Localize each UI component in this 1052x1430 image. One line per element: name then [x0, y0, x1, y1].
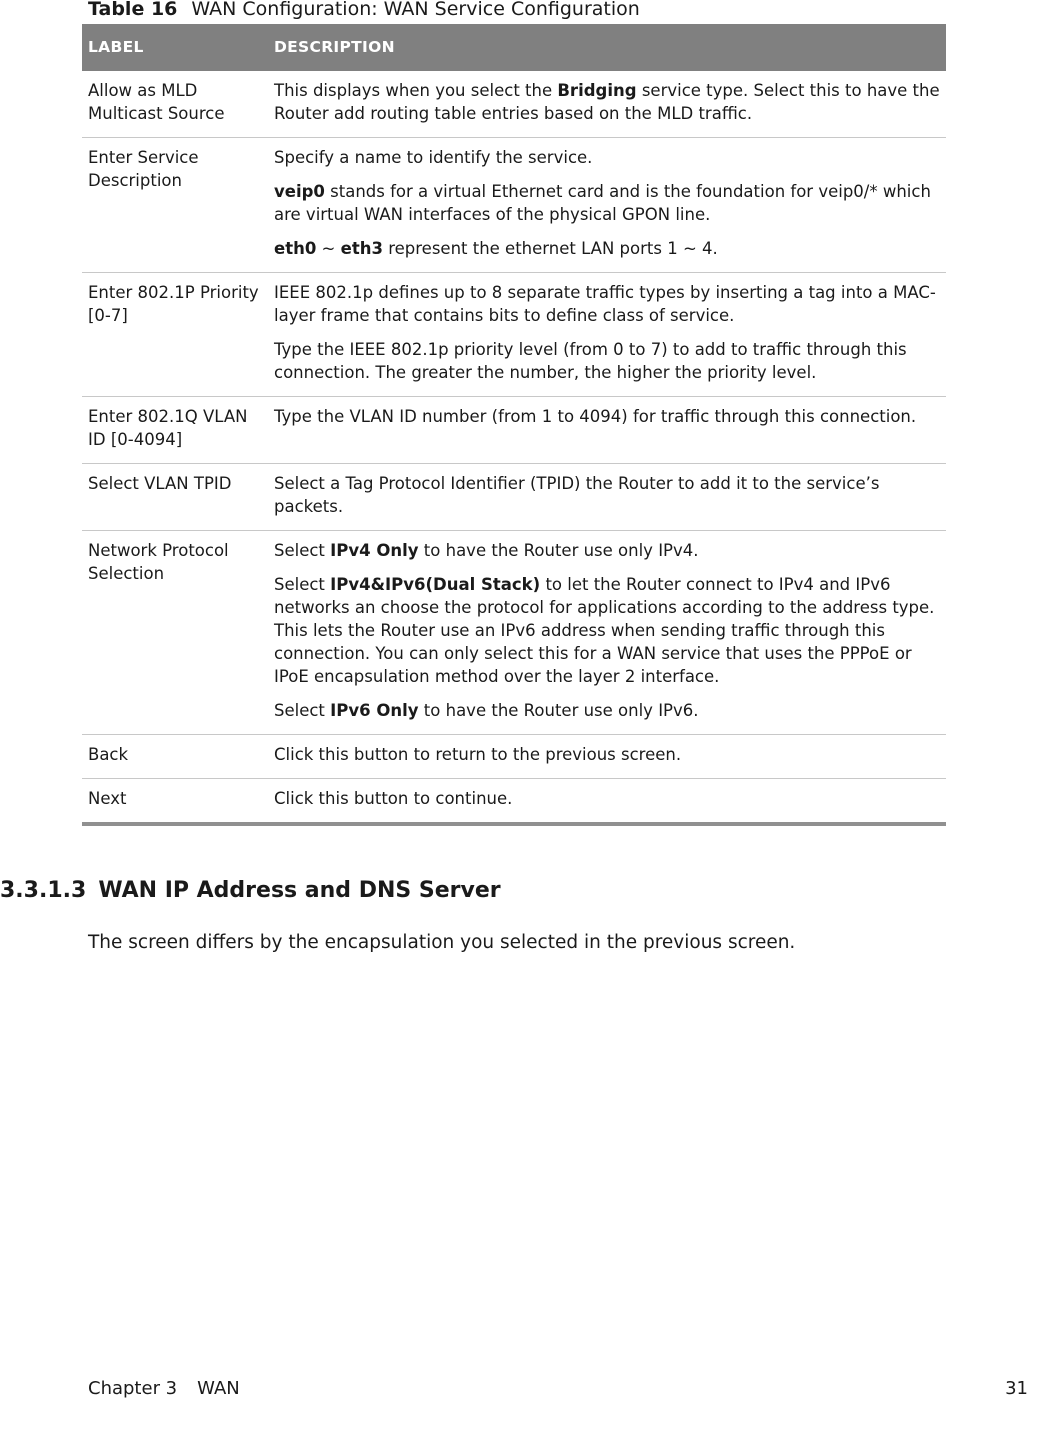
section-heading: [0, 878, 501, 903]
table-row: [82, 138, 946, 273]
emphasis-text: eth3: [340, 239, 383, 258]
table-caption: [88, 0, 640, 22]
row-label: Network Protocol Selection: [82, 531, 268, 735]
emphasis-text: Bridging: [557, 81, 637, 100]
row-description: [268, 273, 946, 397]
description-text: This displays when you select the: [274, 81, 558, 100]
description-paragraph: [274, 539, 940, 562]
description-paragraph: [274, 180, 940, 226]
table-row: [82, 779, 946, 825]
config-table: [82, 24, 946, 826]
description-text: ~: [316, 239, 341, 258]
description-text: service type. Select this to have the Router add routing table entries based on the MLD traffic.: [274, 81, 940, 123]
page-number: 31: [1005, 1378, 1028, 1399]
section-number: 3.3.1.3: [0, 878, 87, 903]
header-label: LABEL: [82, 24, 268, 71]
emphasis-text: IPv6 Only: [330, 701, 419, 720]
description-paragraph: [274, 79, 940, 125]
row-description: [268, 779, 946, 825]
chapter-name: WAN: [197, 1378, 240, 1399]
header-description: DESCRIPTION: [268, 24, 946, 71]
description-paragraph: [274, 573, 940, 688]
emphasis-text: veip0: [274, 182, 325, 201]
row-label: Next: [82, 779, 268, 825]
table-row: [82, 464, 946, 531]
description-paragraph: [274, 472, 940, 518]
chapter-label: Chapter 3: [88, 1378, 178, 1399]
row-description: [268, 735, 946, 779]
description-paragraph: [274, 338, 940, 384]
description-text: Select: [274, 701, 331, 720]
table-number: Table 16: [88, 0, 178, 20]
table-row: [82, 531, 946, 735]
row-label: Enter Service Description: [82, 138, 268, 273]
table-row: [82, 735, 946, 779]
description-text: Click this button to return to the previous screen.: [274, 745, 682, 764]
description-paragraph: [274, 281, 940, 327]
description-paragraph: [274, 699, 940, 722]
row-description: [268, 464, 946, 531]
table-title: WAN Configuration: WAN Service Configuration: [191, 0, 640, 20]
description-text: represent the ethernet LAN ports 1 ~ 4.: [382, 239, 718, 258]
page-footer-chapter: [88, 1378, 240, 1399]
emphasis-text: IPv4&IPv6(Dual Stack): [330, 575, 541, 594]
description-paragraph: [274, 237, 940, 260]
table-body: [82, 71, 946, 824]
description-text: Select: [274, 575, 331, 594]
description-text: IEEE 802.1p defines up to 8 separate traffic types by inserting a tag into a MAC-layer frame that contains bits to define class of service.: [274, 283, 936, 325]
description-paragraph: [274, 405, 940, 428]
section-body-text: The screen differs by the encapsulation you selected in the previous screen.: [88, 932, 796, 953]
row-description: [268, 531, 946, 735]
description-text: Specify a name to identify the service.: [274, 148, 593, 167]
description-paragraph: [274, 743, 940, 766]
table-row: [82, 397, 946, 464]
row-description: [268, 71, 946, 138]
description-text: to let the Router connect to IPv4 and IPv6 networks an choose the protocol for applications according to the address type. This lets the Router use an IPv6 address when sending traffic through this connection. You can only select this for a WAN service that uses the PPPoE or IPoE encapsulation method over the layer 2 interface.: [274, 575, 935, 686]
row-description: [268, 397, 946, 464]
emphasis-text: eth0: [274, 239, 317, 258]
description-text: to have the Router use only IPv4.: [418, 541, 699, 560]
row-label: Back: [82, 735, 268, 779]
description-text: stands for a virtual Ethernet card and is the foundation for veip0/* which are virtual WAN interfaces of the physical GPON line.: [274, 182, 931, 224]
description-text: Type the IEEE 802.1p priority level (from 0 to 7) to add to traffic through this connection. The greater the number, the higher the priority level.: [274, 340, 907, 382]
table-row: [82, 273, 946, 397]
description-paragraph: [274, 787, 940, 810]
row-description: [268, 138, 946, 273]
section-title: WAN IP Address and DNS Server: [98, 878, 501, 903]
description-text: Select: [274, 541, 331, 560]
description-text: to have the Router use only IPv6.: [418, 701, 699, 720]
table-header-row: [82, 24, 946, 71]
description-paragraph: [274, 146, 940, 169]
row-label: Enter 802.1P Priority [0-7]: [82, 273, 268, 397]
table-row: [82, 71, 946, 138]
description-text: Select a Tag Protocol Identifier (TPID) the Router to add it to the service’s packets.: [274, 474, 880, 516]
description-text: Type the VLAN ID number (from 1 to 4094) for traffic through this connection.: [274, 407, 917, 426]
emphasis-text: IPv4 Only: [330, 541, 419, 560]
row-label: Select VLAN TPID: [82, 464, 268, 531]
row-label: Enter 802.1Q VLAN ID [0-4094]: [82, 397, 268, 464]
description-text: Click this button to continue.: [274, 789, 513, 808]
row-label: Allow as MLD Multicast Source: [82, 71, 268, 138]
